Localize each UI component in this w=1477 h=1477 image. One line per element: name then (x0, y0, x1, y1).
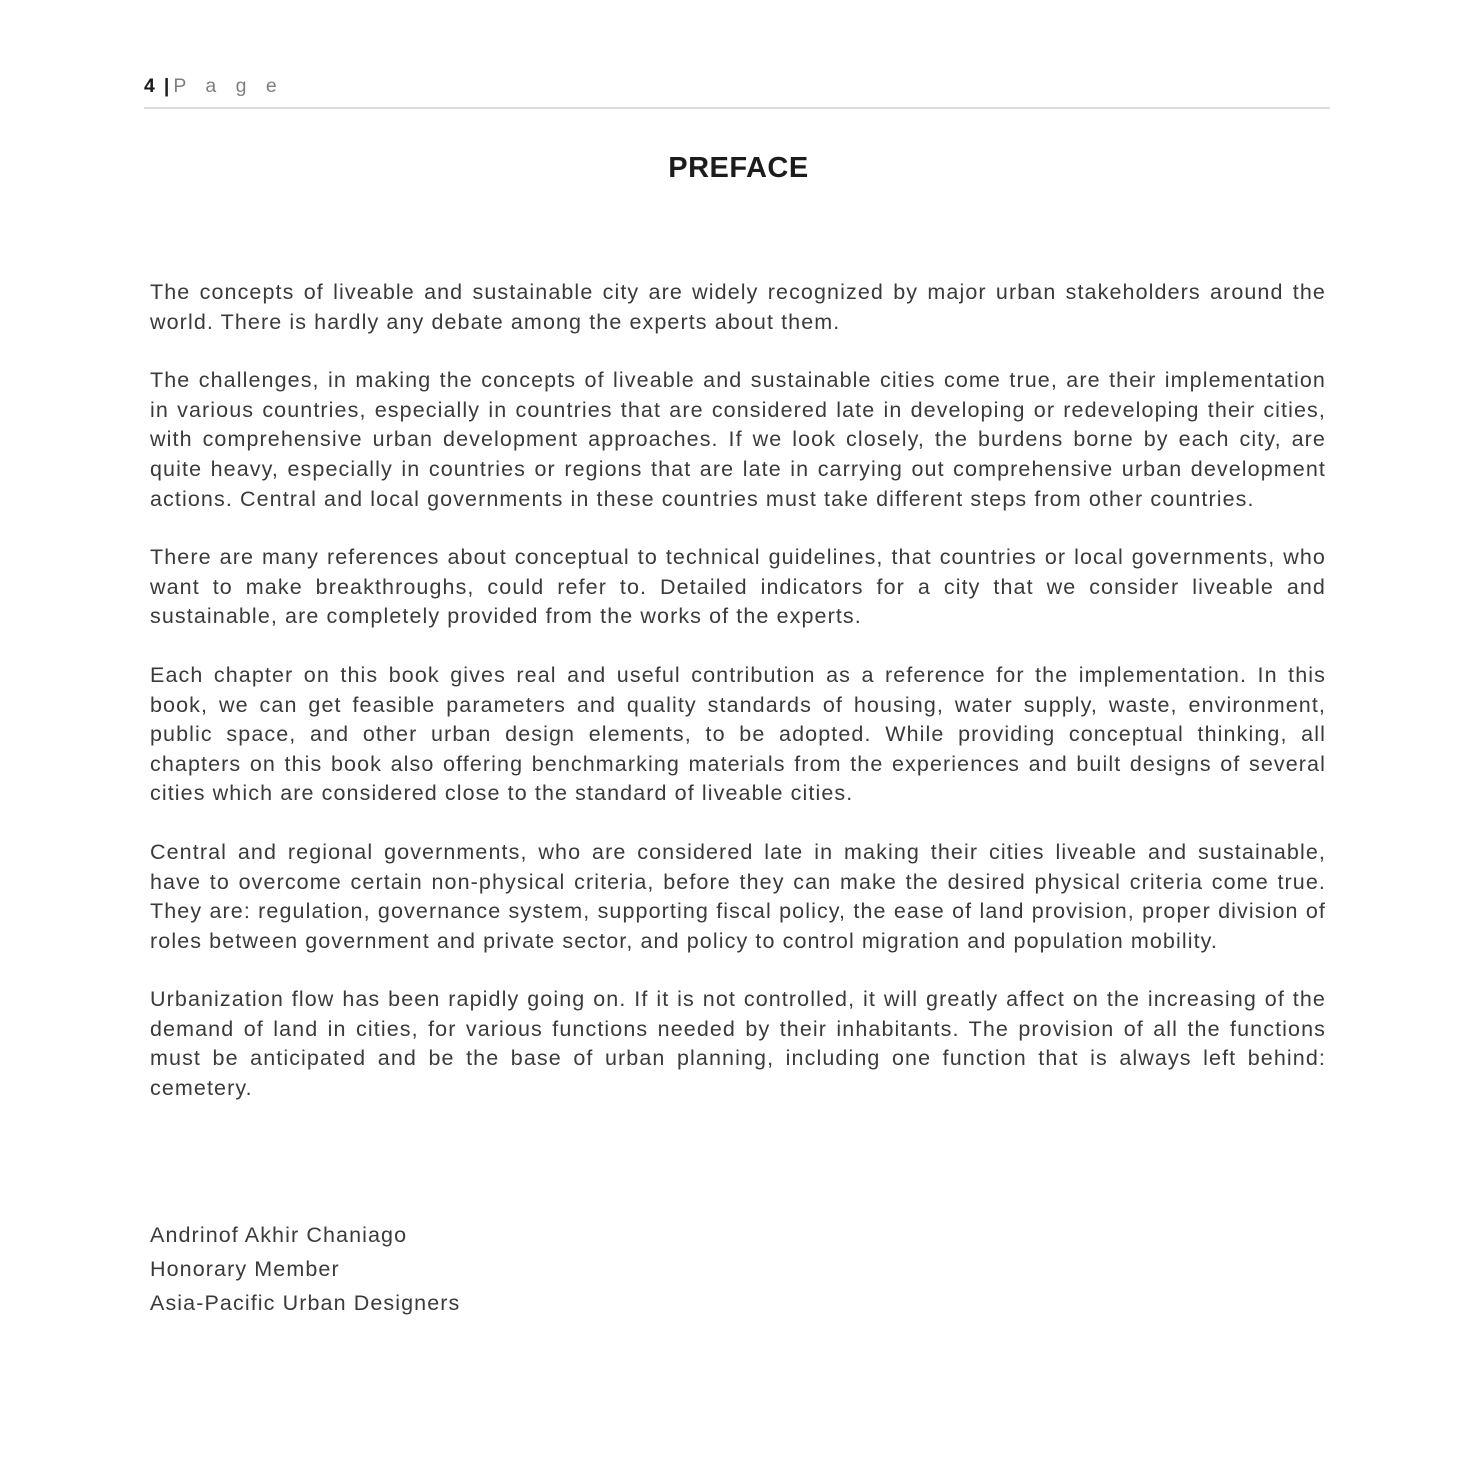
preface-paragraph: Central and regional governments, who are considered late in making their cities liveable and sustainable, have to overcome certain non-physical criteria, before they can make the desired physical criteria come true. They are: regulation, governance system, supporting fiscal policy, the ease of land provision, proper division of roles between government and private sector, and policy to control migration and population mobility. (150, 839, 1326, 953)
page-number: 4 (144, 75, 155, 97)
preface-paragraph: There are many references about conceptual to technical guidelines, that countries or local governments, who want to make breakthroughs, could refer to. Detailed indicators for a city that we consider liveable and sustainable, are completely provided from the works of the experts. (150, 545, 1326, 629)
signature-author-organization: Asia-Pacific Urban Designers (150, 1291, 461, 1316)
preface-paragraph: Urbanization flow has been rapidly going on. If it is not controlled, it will greatly affect on the increasing of the demand of land in cities, for various functions needed by their inhabitants. The provision of all the functions must be anticipated and be the base of urban planning, including one function that is always left behind: cemetery. (150, 987, 1326, 1101)
preface-paragraph: Each chapter on this book gives real and useful contribution as a reference for the implementation. In this book, we can get feasible parameters and quality standards of housing, water supply, waste, environment, public space, and other urban design elements, to be adopted. While providing conceptual thinking, all chapters on this book also offering benchmarking materials from the experiences and built designs of several cities which are considered close to the standard of liveable cities. (150, 662, 1326, 806)
header-separator: | (163, 75, 170, 97)
signature-block (150, 1221, 1326, 1323)
signature-author-name: Andrinof Akhir Chaniago (150, 1223, 408, 1247)
header-page-label: P a g e (173, 75, 284, 97)
preface-paragraph: The challenges, in making the concepts of liveable and sustainable cities come true, are their implementation in various countries, especially in countries that are considered late in developing or redeveloping their cities, with comprehensive urban development approaches. If we look closely, the burdens borne by each city, are quite heavy, especially in countries or regions that are late in carrying out comprehensive urban development actions. Central and local governments in these countries must take different steps from other countries. (150, 368, 1326, 511)
preface-paragraph: The concepts of liveable and sustainable city are widely recognized by major urban stakeholders around the world. There is hardly any debate among the experts about them. (150, 280, 1326, 334)
preface-body (150, 278, 1326, 1133)
signature-author-role: Honorary Member (150, 1257, 340, 1282)
page-header (144, 74, 1330, 109)
page-title: PREFACE (668, 152, 809, 184)
